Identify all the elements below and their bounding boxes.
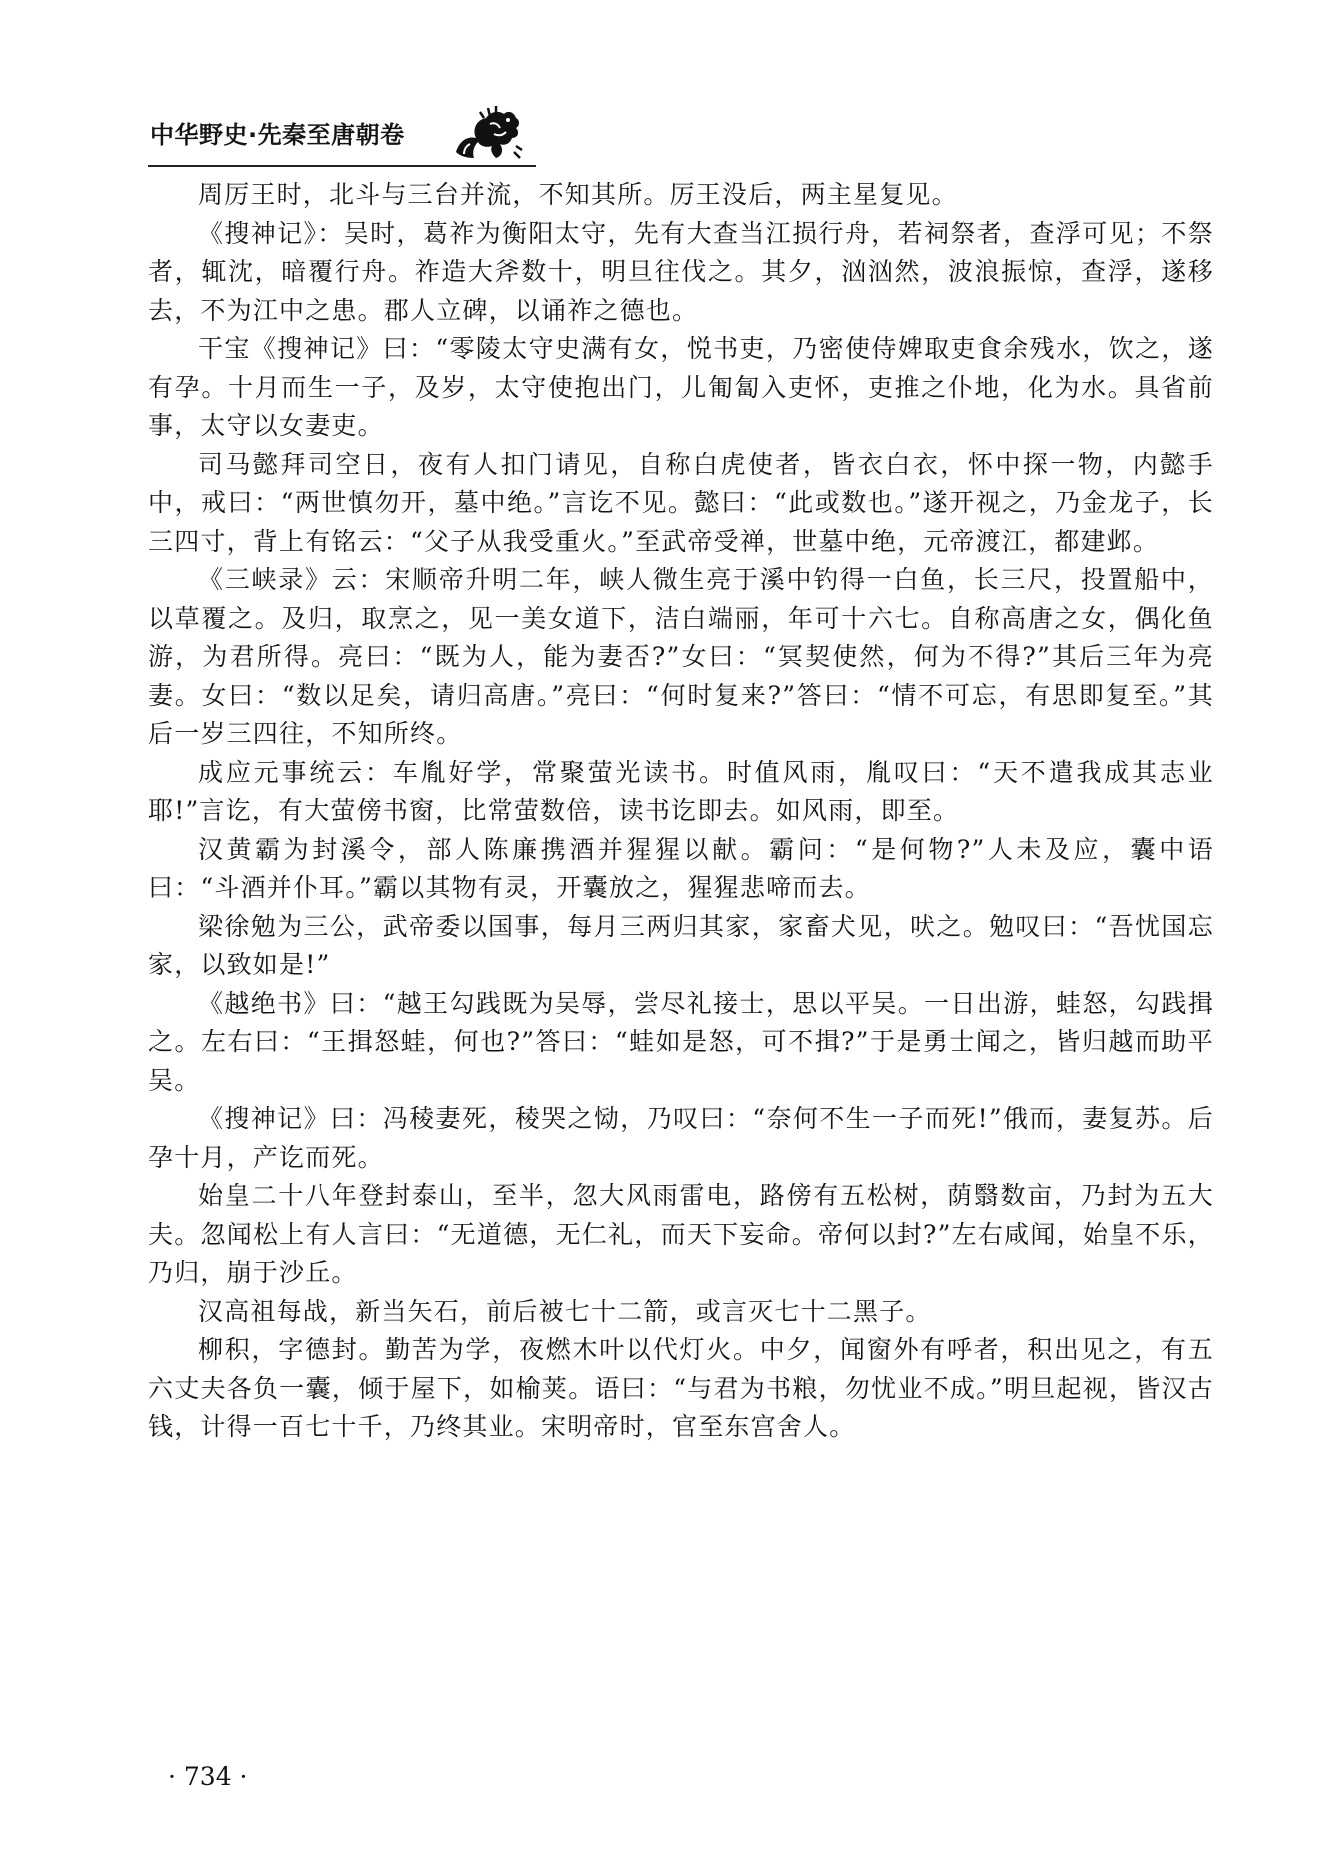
paragraph: 柳积，字德封。勤苦为学，夜燃木叶以代灯火。中夕，闻窗外有呼者，积出见之，有五六丈夫各负一囊，倾于屋下，如榆荚。语曰：“与君为书粮，勿忧业不成。”明旦起视，皆汉古钱，计得一百七十千，乃终其业。宋明帝时，官至东宫舍人。 [148, 1335, 1214, 1441]
paragraph: 周厉王时，北斗与三台并流，不知其所。厉王没后，两主星复见。 [198, 180, 958, 209]
header-divider [148, 165, 536, 167]
running-head [150, 120, 530, 164]
dragon-logo-icon [450, 106, 524, 162]
running-head-title: 中华野史·先秦至唐朝卷 [150, 121, 405, 149]
paragraph: 司马懿拜司空日，夜有人扣门请见，自称白虎使者，皆衣白衣，怀中探一物，内懿手中，戒曰：“两世慎勿开，墓中绝。”言讫不见。懿曰：“此或数也。”遂开视之，乃金龙子，长三四寸，背上有铭云：“父子从我受重火。”至武帝受禅，世墓中绝，元帝渡江，都建邺。 [148, 449, 1214, 556]
paragraph: 汉高祖每战，新当矢石，前后被七十二箭，或言灭七十二黑子。 [198, 1296, 932, 1326]
paragraph: 《越绝书》曰：“越王勾践既为吴辱，尝尽礼接士，思以平吴。一日出游，蛙怒，勾践揖之。左右曰：“王揖怒蛙，何也?”答曰：“蛙如是怒，可不揖?”于是勇士闻之，皆归越而助平吴。 [148, 988, 1214, 1095]
paragraph: 《搜神记》曰：冯稜妻死，稜哭之恸，乃叹曰：“奈何不生一子而死!”俄而，妻复苏。后孕十月，产讫而死。 [148, 1104, 1214, 1172]
page-number: · 734 · [168, 1762, 248, 1791]
paragraph: 《搜神记》：吴时，葛祚为衡阳太守，先有大查当江损行舟，若祠祭者，查浮可见；不祭者，辄沈，暗覆行舟。祚造大斧数十，明旦往伐之。其夕，汹汹然，波浪振惊，查浮，遂移去，不为江中之患。郡人立碑，以诵祚之德也。 [148, 218, 1214, 325]
paragraph: 始皇二十八年登封泰山，至半，忽大风雨雷电，路傍有五松树，荫翳数亩，乃封为五大夫。忽闻松上有人言曰：“无道德，无仁礼，而天下妄命。帝何以封?”左右咸闻，始皇不乐，乃归，崩于沙丘。 [148, 1181, 1214, 1287]
paragraph: 汉黄霸为封溪令，部人陈廉携酒并猩猩以献。霸问：“是何物?”人未及应，囊中语曰：“斗酒并仆耳。”霸以其物有灵，开囊放之，猩猩悲啼而去。 [148, 834, 1214, 902]
paragraph: 成应元事统云：车胤好学，常聚萤光读书。时值风雨，胤叹曰：“天不遣我成其志业耶!”言讫，有大萤傍书窗，比常萤数倍，读书讫即去。如风雨，即至。 [148, 757, 1214, 825]
paragraph: 梁徐勉为三公，武帝委以国事，每月三两归其家，家畜犬见，吠之。勉叹曰：“吾忧国忘家，以致如是!” [148, 911, 1214, 979]
paragraph: 干宝《搜神记》曰：“零陵太守史满有女，悦书吏，乃密使侍婢取吏食余残水，饮之，遂有孕。十月而生一子，及岁，太守使抱出门，儿匍匐入吏怀，吏推之仆地，化为水。具省前事，太守以女妻吏。 [148, 334, 1214, 440]
body-text [148, 176, 1214, 1447]
paragraph: 《三峡录》云：宋顺帝升明二年，峡人微生亮于溪中钓得一白鱼，长三尺，投置船中，以草覆之。及归，取烹之，见一美女道下，洁白端丽，年可十六七。自称高唐之女，偶化鱼游，为君所得。亮曰：“既为人，能为妻否?”女曰：“冥契使然，何为不得?”其后三年为亮妻。女曰：“数以足矣，请归高唐。”亮曰：“何时复来?”答曰：“情不可忘，有思即复至。”其后一岁三四往，不知所终。 [148, 565, 1214, 748]
